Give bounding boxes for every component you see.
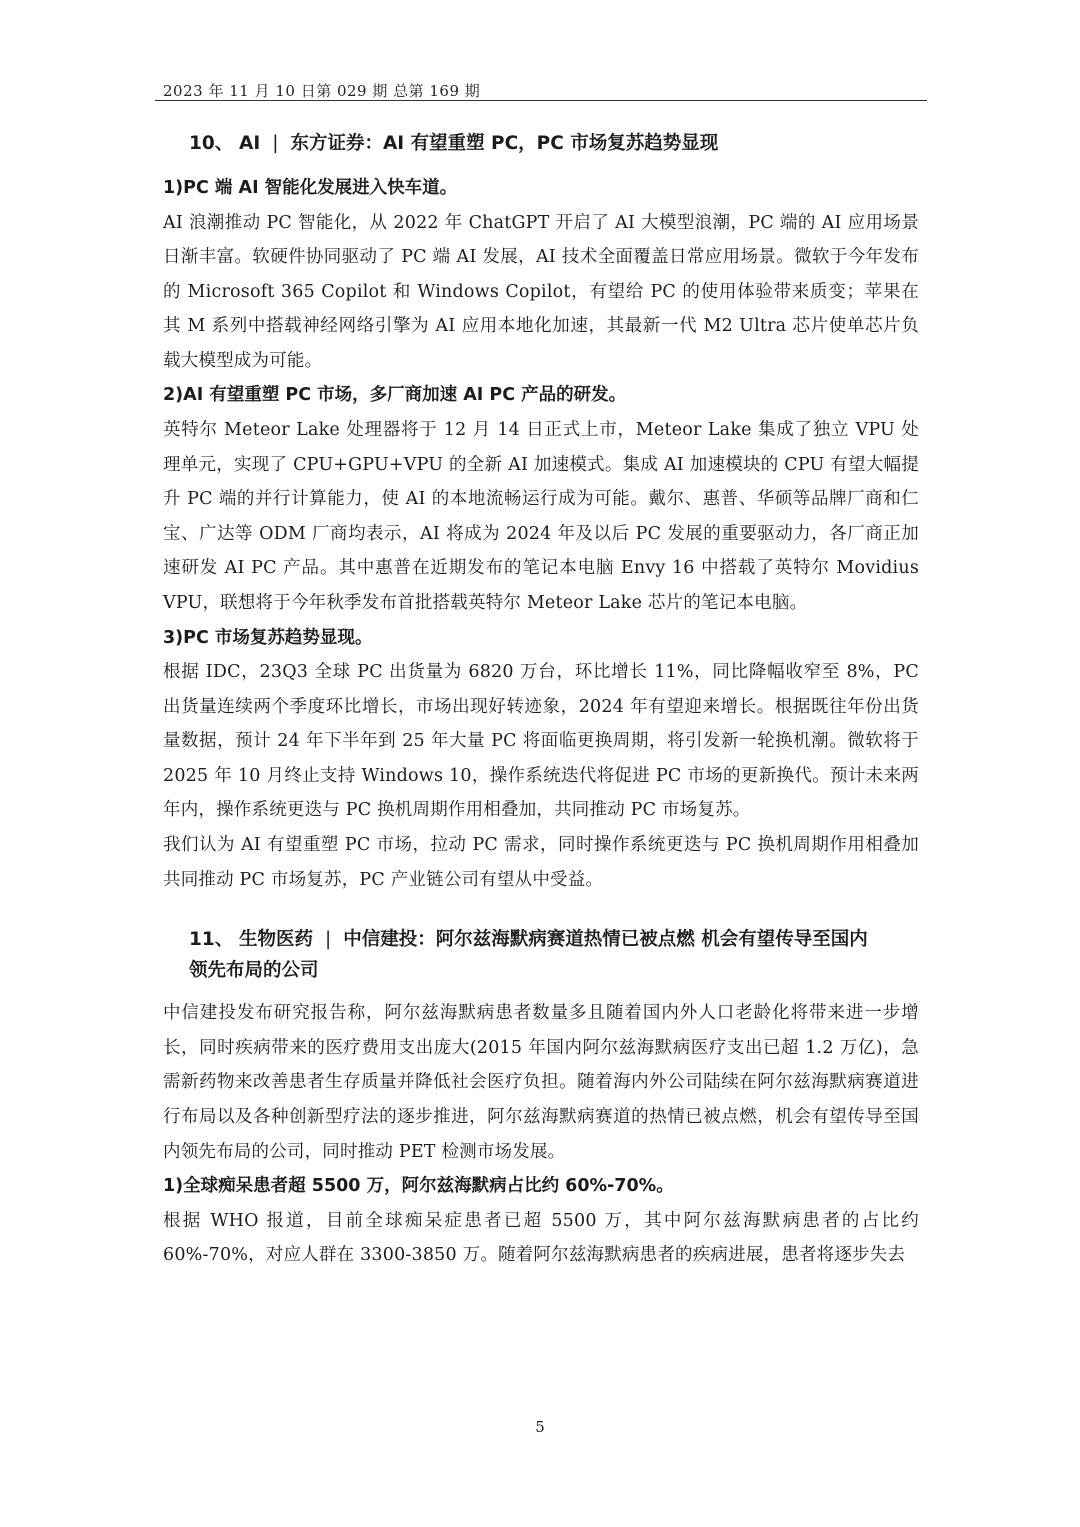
- section-11-title-line-2: 领先布局的公司: [189, 960, 319, 982]
- section-10-category: AI: [239, 133, 261, 154]
- section-11-paragraph-2: 根据 WHO 报道，目前全球痴呆症患者已超 5500 万，其中阿尔兹海默病患者的占比约 60%-70%，对应人群在 3300-3850 万。随着阿尔兹海默病患者的疾病进展，患者将逐步失去: [163, 1210, 919, 1266]
- section-10-paragraph-3: 根据 IDC，23Q3 全球 PC 出货量为 6820 万台，环比增长 11%，同比降幅收窄至 8%，PC 出货量连续两个季度环比增长，市场出现好转迹象，2024 年有望迎来增长。根据既往年份出货量数据，预计 24 年下半年到 25 年大量 PC 将面临更换周期，将引发新一轮换机潮。微软将于 2025 年 10 月终止支持 Windows 10，操作系统迭代将促进 PC 市场的更新换代。预计未来两年内，操作系统更迭与 PC 换机周期作用相叠加，共同推动 PC 市场复苏。: [163, 662, 919, 821]
- section-10-paragraph-1: AI 浪潮推动 PC 智能化，从 2022 年 ChatGPT 开启了 AI 大模型浪潮，PC 端的 AI 应用场景日渐丰富。软硬件协同驱动了 PC 端 AI 发展，AI 技术全面覆盖日常应用场景。微软于今年发布的 Microsoft 365 Copilot 和 Windows Copilot，有望给 PC 的使用体验带来质变；苹果在其 M 系列中搭载神经网络引擎为 AI 应用本地化加速，其最新一代 M2 Ultra 芯片使单芯片负载大模型成为可能。: [163, 212, 919, 371]
- section-10-subheading-1: 1)PC 端 AI 智能化发展进入快车道。: [163, 178, 458, 198]
- section-10-title: 东方证券：AI 有望重塑 PC，PC 市场复苏趋势显现: [290, 133, 719, 154]
- section-10-paragraph-4: 我们认为 AI 有望重塑 PC 市场，拉动 PC 需求，同时操作系统更迭与 PC 换机周期作用相叠加共同推动 PC 市场复苏，PC 产业链公司有望从中受益。: [163, 835, 919, 890]
- section-11-category: 生物医药: [239, 929, 314, 951]
- section-11-heading: [163, 924, 919, 986]
- issue-header: 2023 年 11 月 10 日第 029 期 总第 169 期: [163, 82, 481, 100]
- section-11-title-line-1: 中信建投：阿尔兹海默病赛道热情已被点燃 机会有望传导至国内: [343, 929, 868, 951]
- section-11-separator: |: [325, 929, 332, 951]
- section-11-number: 11、: [189, 929, 234, 951]
- section-11-paragraph-1: 中信建投发布研究报告称，阿尔兹海默病患者数量多且随着国内外人口老龄化将带来进一步增长，同时疾病带来的医疗费用支出庞大(2015 年国内阿尔兹海默病医疗支出已超 1.2 万亿)，急需新药物来改善患者生存质量并降低社会医疗负担。随着海内外公司陆续在阿尔兹海默病赛道进行布局以及各种创新型疗法的逐步推进，阿尔兹海默病赛道的热情已被点燃，机会有望传导至国内领先布局的公司，同时推动 PET 检测市场发展。: [163, 1003, 919, 1162]
- section-11-subheading-1: 1)全球痴呆患者超 5500 万，阿尔兹海默病占比约 60%-70%。: [163, 1176, 674, 1197]
- header-divider: [155, 100, 927, 101]
- section-10-subheading-3: 3)PC 市场复苏趋势显现。: [163, 627, 373, 648]
- section-10-separator: |: [272, 133, 279, 154]
- section-10-heading: [163, 128, 919, 159]
- page-content: [163, 128, 919, 1273]
- page-number: 5: [535, 1418, 545, 1436]
- section-10-paragraph-2: 英特尔 Meteor Lake 处理器将于 12 月 14 日正式上市，Meteor Lake 集成了独立 VPU 处理单元，实现了 CPU+GPU+VPU 的全新 AI 加速模式。集成 AI 加速模块的 CPU 有望大幅提升 PC 端的并行计算能力，使 AI 的本地流畅运行成为可能。戴尔、惠普、华硕等品牌厂商和仁宝、广达等 ODM 厂商均表示，AI 将成为 2024 年及以后 PC 发展的重要驱动力，各厂商正加速研发 AI PC 产品。其中惠普在近期发布的笔记本电脑 Envy 16 中搭载了英特尔 Movidius VPU，联想将于今年秋季发布首批搭载英特尔 Meteor Lake 芯片的笔记本电脑。: [163, 419, 919, 613]
- section-10-number: 10、: [189, 133, 234, 154]
- section-10-subheading-2: 2)AI 有望重塑 PC 市场，多厂商加速 AI PC 产品的研发。: [163, 385, 627, 406]
